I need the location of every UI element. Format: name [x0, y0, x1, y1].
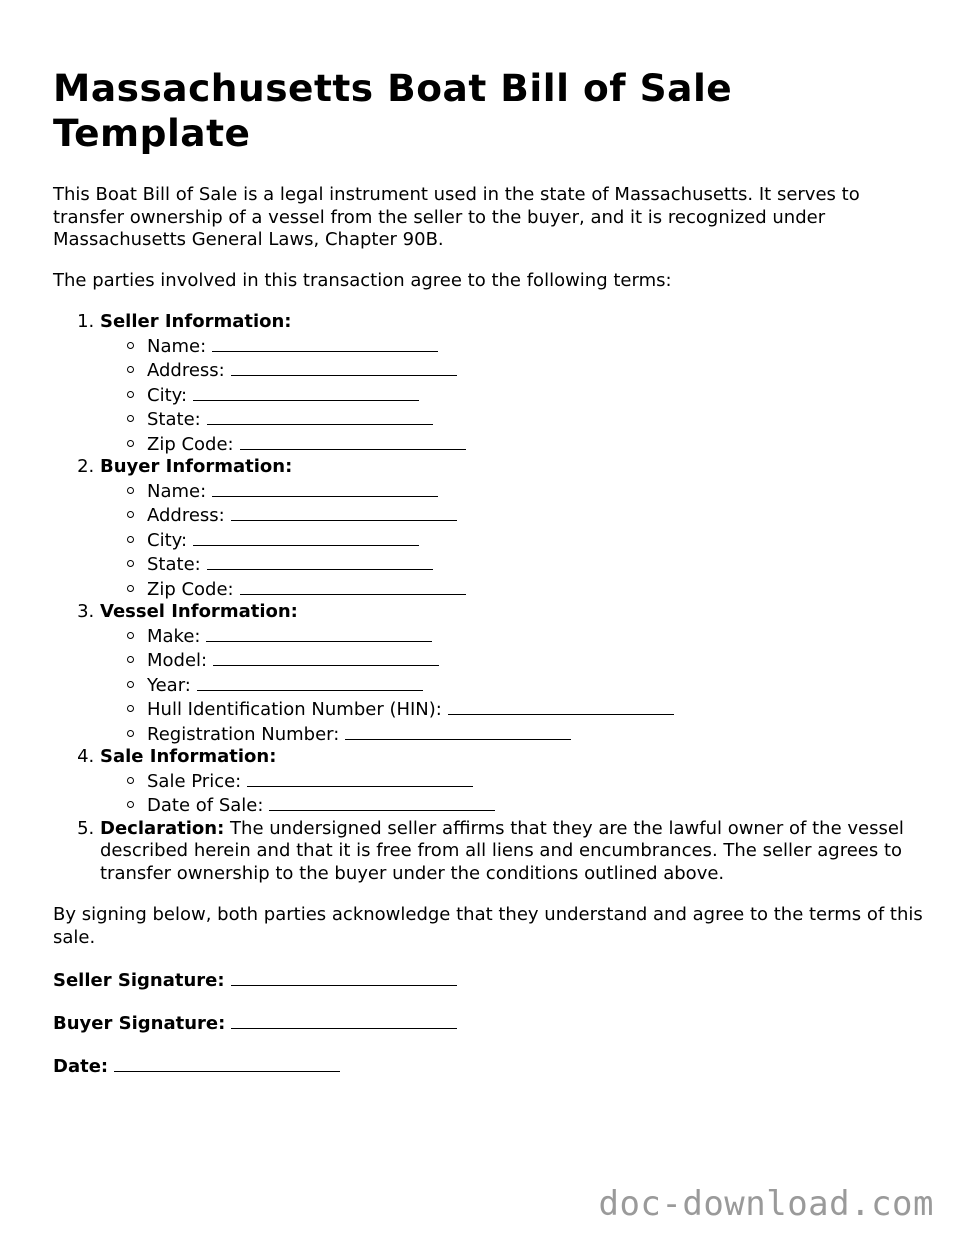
circle-bullet-icon: [127, 730, 134, 737]
section-declaration: [100, 818, 923, 886]
seller-name-blank[interactable]: [212, 334, 438, 352]
circle-bullet-icon: [127, 415, 134, 422]
buyer-signature-label: Buyer Signature:: [53, 1012, 226, 1034]
seller-state-blank[interactable]: [207, 407, 433, 425]
declaration-title: Declaration:: [100, 817, 225, 839]
section-seller-information: [100, 311, 923, 456]
field-buyer-name: [127, 479, 923, 504]
section-sale-information: [100, 746, 923, 818]
closing-paragraph: By signing below, both parties acknowledge that they understand and agree to the terms of this sale.: [53, 904, 923, 948]
vessel-make-blank[interactable]: [206, 624, 432, 642]
section-title: Sale Information:: [100, 746, 277, 767]
circle-bullet-icon: [127, 656, 134, 663]
circle-bullet-icon: [127, 342, 134, 349]
circle-bullet-icon: [127, 777, 134, 784]
terms-intro: The parties involved in this transaction agree to the following terms:: [53, 269, 672, 291]
section-title: Seller Information:: [100, 311, 292, 332]
section-title: Buyer Information:: [100, 456, 293, 477]
field-vessel-model: [127, 648, 923, 673]
field-label: Name:: [147, 335, 207, 357]
field-label: Address:: [147, 505, 225, 526]
seller-signature-label: Seller Signature:: [53, 969, 225, 991]
field-label: State:: [147, 409, 201, 430]
circle-bullet-icon: [127, 632, 134, 639]
date-blank[interactable]: [114, 1054, 340, 1072]
intro-paragraph: This Boat Bill of Sale is a legal instrument used in the state of Massachusetts. It serves to transfer ownership of a vessel from the seller to the buyer, and it is recognized under Massachusetts General Laws, Chapter 90B.: [53, 184, 860, 250]
circle-bullet-icon: [127, 440, 134, 447]
sale-date-blank[interactable]: [269, 793, 495, 811]
field-list: [100, 624, 923, 747]
field-label: Sale Price:: [147, 770, 242, 792]
section-vessel-information: [100, 601, 923, 746]
field-buyer-zip: [127, 577, 923, 602]
field-list: [100, 334, 923, 457]
circle-bullet-icon: [127, 801, 134, 808]
field-vessel-hin: [127, 697, 923, 722]
seller-city-blank[interactable]: [193, 383, 419, 401]
watermark: doc-download.com: [598, 1184, 934, 1224]
terms-list: [53, 311, 923, 885]
field-label: Name:: [147, 480, 207, 502]
circle-bullet-icon: [127, 487, 134, 494]
seller-address-blank[interactable]: [231, 358, 457, 376]
field-seller-address: [127, 358, 923, 383]
field-seller-state: [127, 407, 923, 432]
field-seller-zip: [127, 432, 923, 457]
field-label: Zip Code:: [147, 433, 234, 455]
circle-bullet-icon: [127, 560, 134, 567]
field-label: Year:: [147, 674, 191, 696]
circle-bullet-icon: [127, 585, 134, 592]
field-list: [100, 479, 923, 602]
circle-bullet-icon: [127, 366, 134, 373]
field-label: City:: [147, 529, 188, 551]
vessel-model-blank[interactable]: [213, 648, 439, 666]
date-line: [53, 1054, 923, 1079]
field-label: Zip Code:: [147, 578, 234, 600]
field-label: Make:: [147, 625, 201, 647]
field-seller-city: [127, 383, 923, 408]
field-label: Address:: [147, 360, 225, 381]
seller-signature-line: [53, 968, 923, 993]
date-label: Date:: [53, 1055, 109, 1077]
field-buyer-state: [127, 552, 923, 577]
field-buyer-city: [127, 528, 923, 553]
field-label: State:: [147, 554, 201, 575]
field-vessel-registration: [127, 722, 923, 747]
field-seller-name: [127, 334, 923, 359]
field-sale-date: [127, 793, 923, 818]
circle-bullet-icon: [127, 391, 134, 398]
field-label: Hull Identification Number (HIN):: [147, 699, 442, 720]
field-label: Date of Sale:: [147, 795, 264, 816]
buyer-name-blank[interactable]: [212, 479, 438, 497]
circle-bullet-icon: [127, 511, 134, 518]
vessel-registration-blank[interactable]: [345, 722, 571, 740]
buyer-state-blank[interactable]: [207, 552, 433, 570]
document-title: Massachusetts Boat Bill of Sale Template: [53, 66, 733, 155]
buyer-city-blank[interactable]: [193, 528, 419, 546]
circle-bullet-icon: [127, 536, 134, 543]
field-vessel-year: [127, 673, 923, 698]
buyer-signature-blank[interactable]: [231, 1011, 457, 1029]
sale-price-blank[interactable]: [247, 769, 473, 787]
field-label: Model:: [147, 650, 208, 671]
field-vessel-make: [127, 624, 923, 649]
document-page: [53, 66, 923, 1078]
circle-bullet-icon: [127, 681, 134, 688]
section-buyer-information: [100, 456, 923, 601]
buyer-address-blank[interactable]: [231, 503, 457, 521]
field-list: [100, 769, 923, 818]
field-sale-price: [127, 769, 923, 794]
buyer-zip-blank[interactable]: [240, 577, 466, 595]
buyer-signature-line: [53, 1011, 923, 1036]
circle-bullet-icon: [127, 705, 134, 712]
section-title: Vessel Information:: [100, 601, 298, 622]
field-buyer-address: [127, 503, 923, 528]
vessel-hin-blank[interactable]: [448, 697, 674, 715]
vessel-year-blank[interactable]: [197, 673, 423, 691]
seller-signature-blank[interactable]: [231, 968, 457, 986]
seller-zip-blank[interactable]: [240, 432, 466, 450]
field-label: City:: [147, 384, 188, 406]
field-label: Registration Number:: [147, 723, 340, 745]
declaration-text: The undersigned seller affirms that they are the lawful owner of the vessel described herein and that it is free from all liens and encumbrances. The seller agrees to transfer ownership to the buyer under the conditions outlined above.: [100, 817, 904, 884]
